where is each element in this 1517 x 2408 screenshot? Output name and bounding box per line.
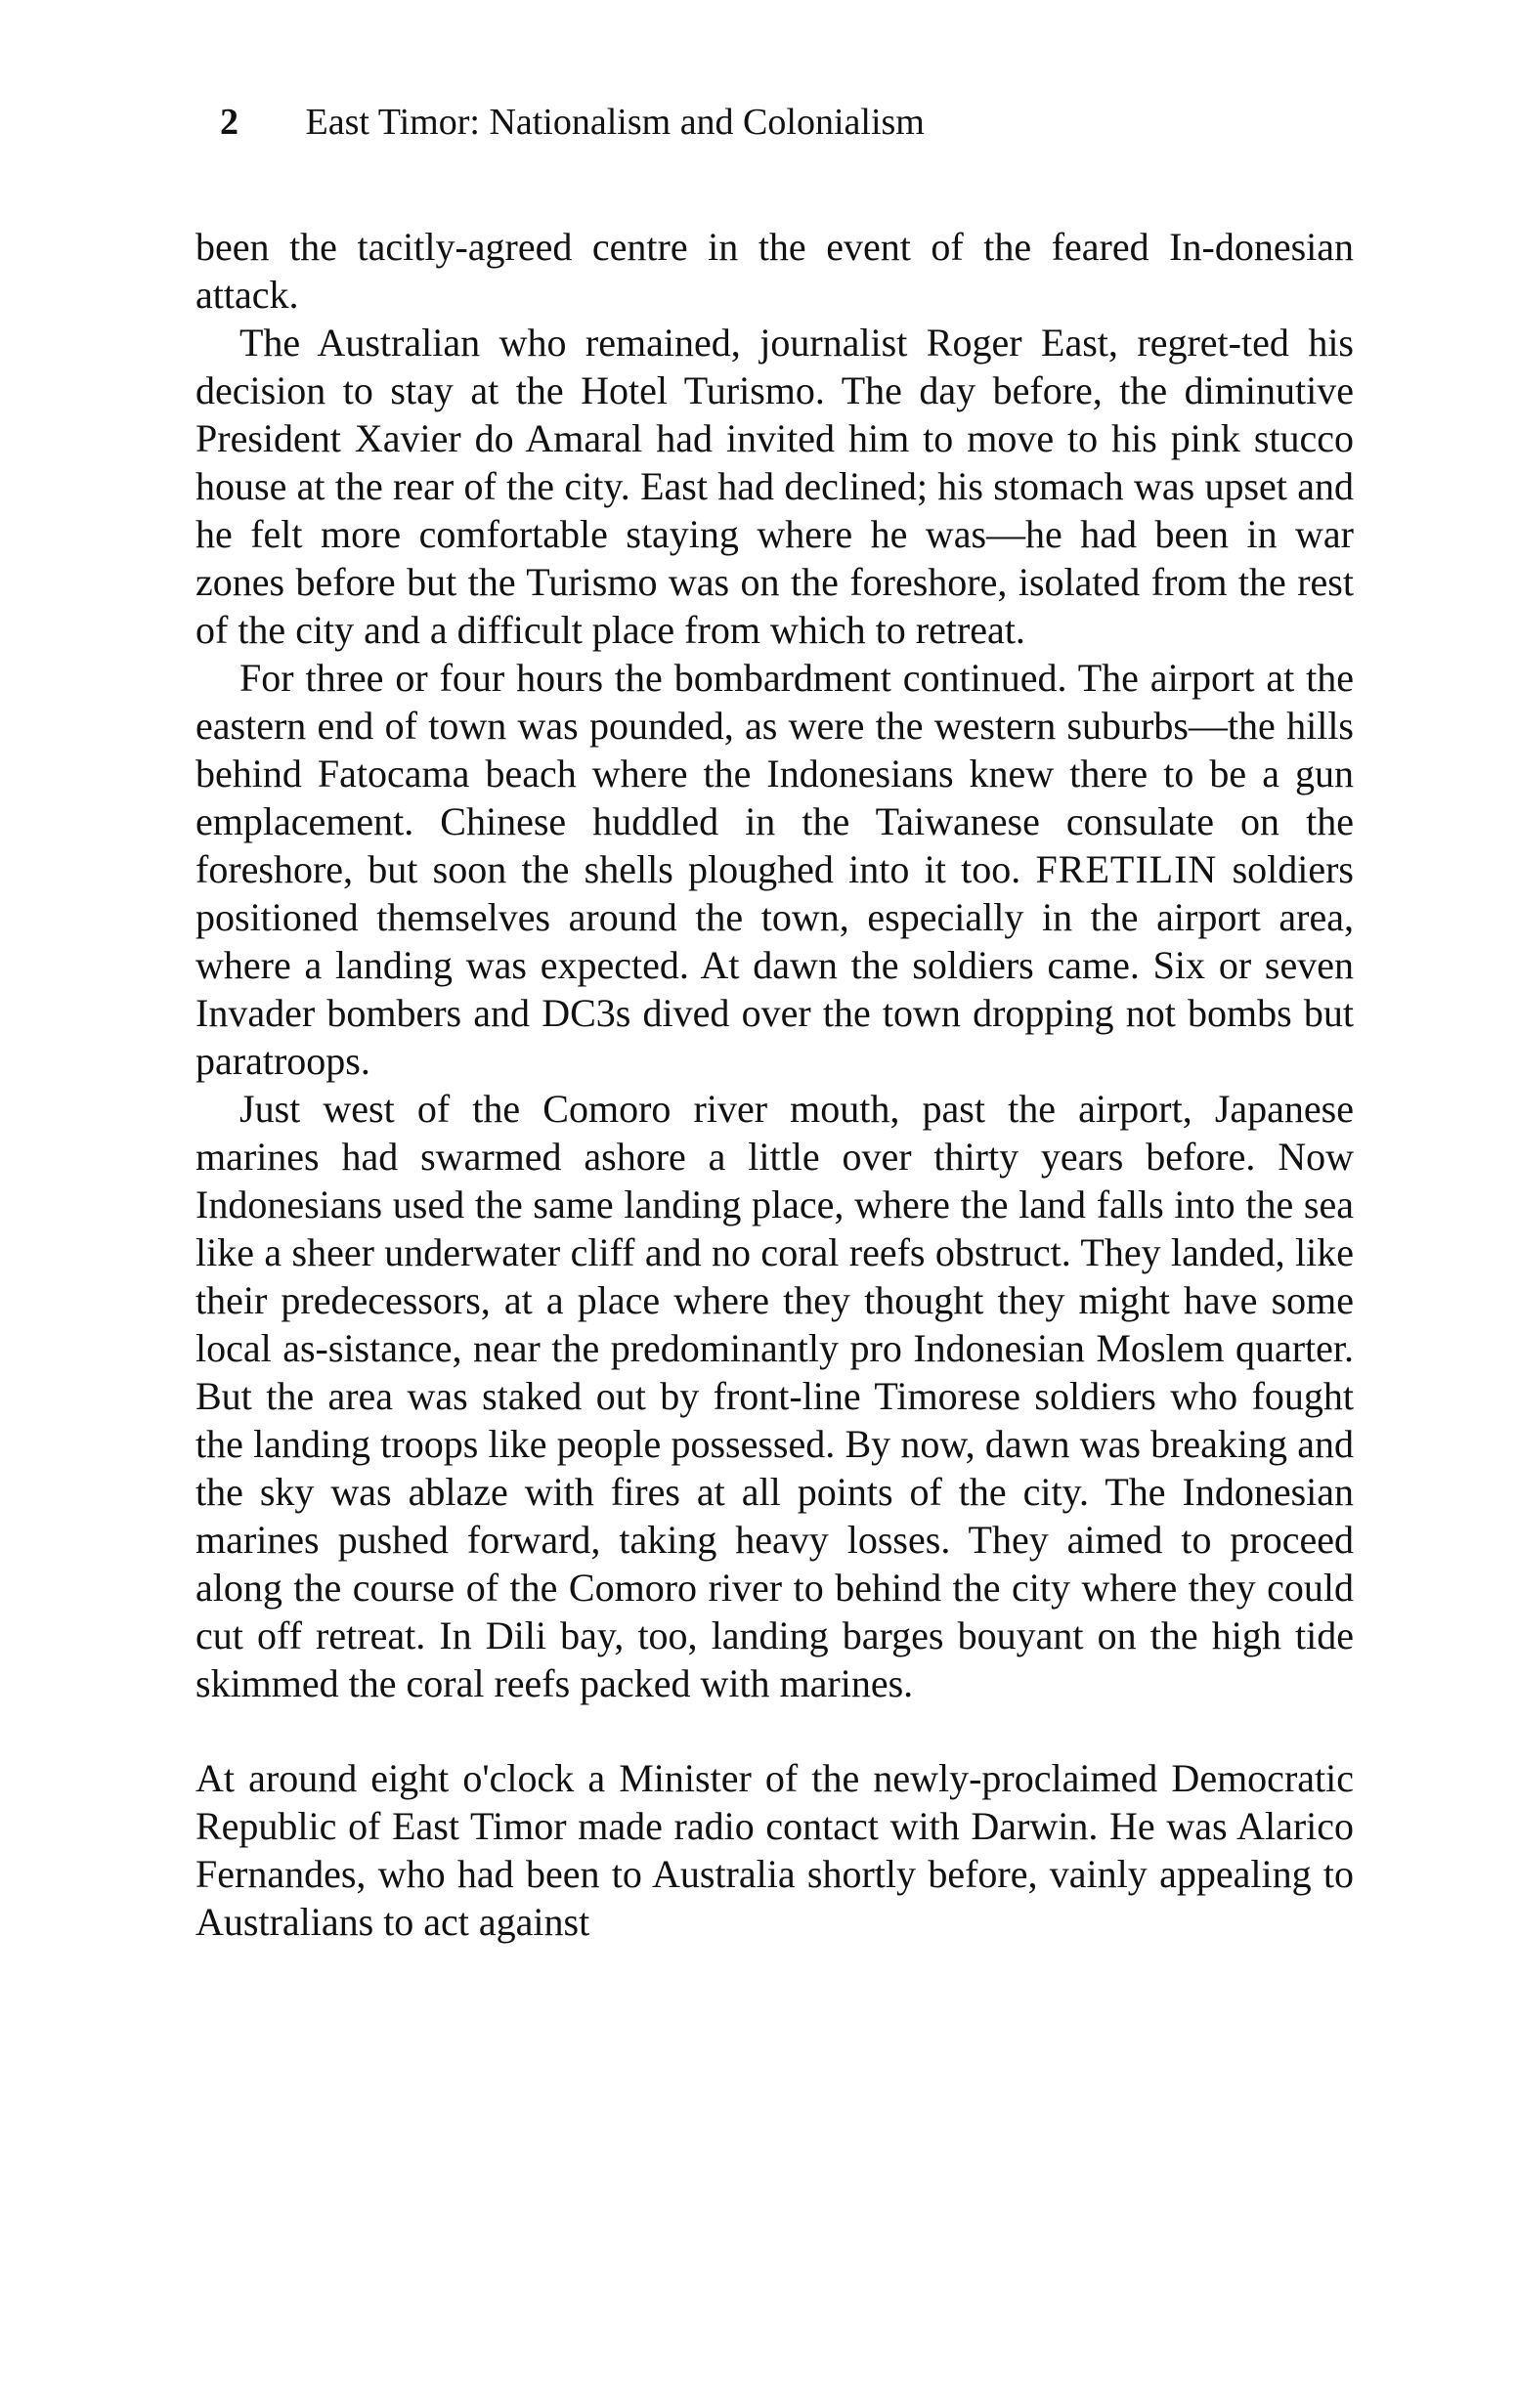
paragraph-1: been the tacitly-agreed centre in the event of the feared In-donesian attack. bbox=[195, 225, 1354, 317]
paragraph-3 bbox=[195, 654, 1354, 1085]
body-text bbox=[195, 223, 1354, 1946]
page-number: 2 bbox=[220, 102, 238, 143]
paragraph-4: Just west of the Comoro river mouth, past the airport, Japanese marines had swarmed ashore a little over thirty years before. Now Indonesians used the same landing place, where the land falls into the sea like a sheer underwater cliff and no coral reefs obstruct. They landed, like their predecessors, at a place where they thought they might have some local as-sistance, near the predominantly pro Indonesian Moslem quarter. But the area was staked out by front-line Timorese soldiers who fought the landing troops like people possessed. By now, dawn was breaking and the sky was ablaze with fires at all points of the city. The Indonesian marines pushed forward, taking heavy losses. They aimed to proceed along the course of the Comoro river to behind the city where they could cut off retreat. In Dili bay, too, landing barges bouyant on the high tide skimmed the coral reefs packed with marines. bbox=[195, 1087, 1354, 1705]
book-title: East Timor: Nationalism and Colonialism bbox=[305, 102, 925, 143]
book-page bbox=[195, 88, 1359, 2336]
paragraph-3-before-acronym: For three or four hours the bombardment continued. The airport at the eastern end of town was pounded, as were the western suburbs—the hills behind Fatocama beach where the Indonesians knew there to be a gun emplacement. Chinese huddled in the Taiwanese consulate on the foreshore, but soon the shells ploughed into it too. bbox=[195, 656, 1354, 891]
paragraph-2: The Australian who remained, journalist Roger East, regret-ted his decision to stay at the Hotel Turismo. The day before, the diminutive President Xavier do Amaral had invited him to move to his pink stucco house at the rear of the city. East had declined; his stomach was upset and he felt more comfortable staying where he was—he had been in war zones before but the Turismo was on the foreshore, isolated from the rest of the city and a difficult place from which to retreat. bbox=[195, 321, 1354, 652]
paragraph-5: At around eight o'clock a Minister of the newly-proclaimed Democratic Republic of East Timor made radio contact with Darwin. He was Alarico Fernandes, who had been to Australia shortly before, vainly appealing to Australians to act against bbox=[195, 1756, 1354, 1944]
fretilin-acronym: FRETILIN bbox=[1035, 847, 1218, 891]
paragraph-3-after-acronym: soldiers positioned themselves around the town, especially in the airport area, where a landing was expected. At dawn the soldiers came. Six or seven Invader bombers and DC3s dived over the town dropping not bombs but paratroops. bbox=[195, 847, 1354, 1083]
running-head bbox=[220, 93, 1295, 151]
